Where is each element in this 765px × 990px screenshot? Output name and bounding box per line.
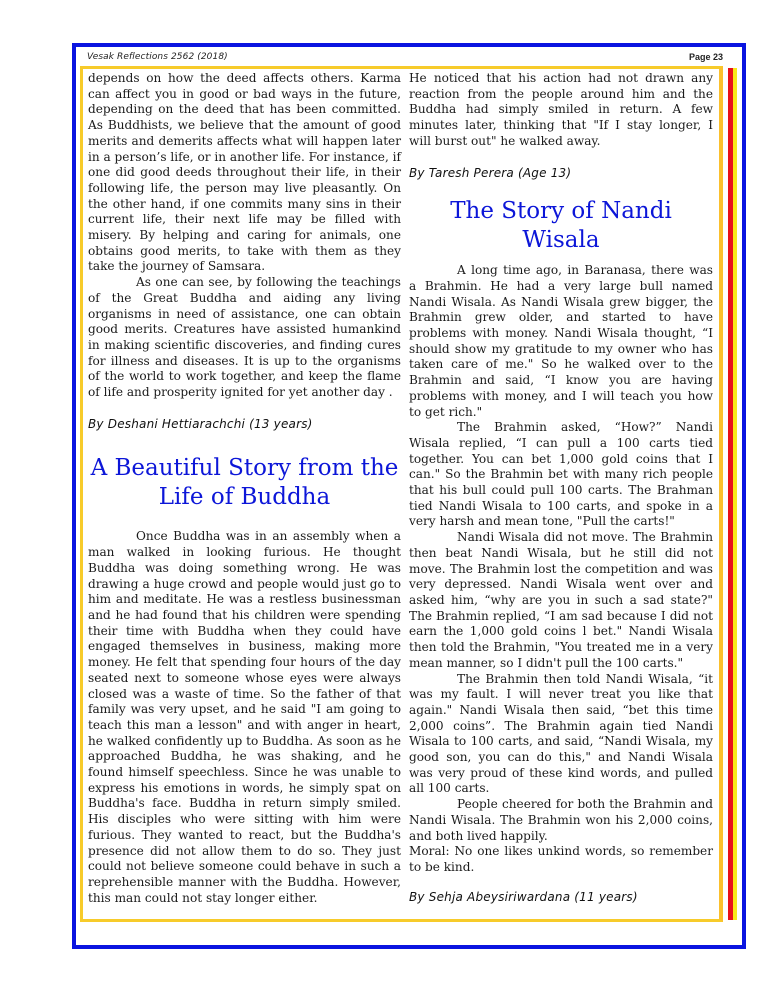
body-paragraph: People cheered for both the Brahmin and Nandi Wisala. The Brahmin won his 2,000 coins, and both lived happily.: [409, 797, 713, 843]
moral-text: Moral: No one likes unkind words, so remember to be kind.: [409, 844, 713, 874]
author-byline: By Deshani Hettiarachchi (13 years): [88, 416, 313, 431]
right-column: [409, 71, 713, 905]
running-header: [87, 51, 723, 65]
publication-title: Vesak Reflections 2562 (2018): [87, 52, 228, 62]
article-title-line-2: Life of Buddha: [158, 484, 331, 511]
decorative-stripe-yellow: [733, 68, 737, 920]
buddha-story-article: [88, 454, 401, 906]
body-paragraph: Once Buddha was in an assembly when a man walked in looking furious. He thought Buddha was doing something wrong. He was drawing a huge crowd and people would just go to him and meditate. He was a restless businessman and he had found that his children were spending their time with Buddha when they could have engaged themselves in business, making more money. He felt that spending four hours of the day seated next to someone whose eyes were always closed was a waste of time. So the father of that family was very upset, and he said "I am going to teach this man a lesson" and with anger in heart, he walked confidently up to Buddha. As soon as he approached Buddha, he was shaking, and he found himself speechless. Since he was unable to express his emotions in words, he simply spat on Buddha's face. Buddha in return simply smiled. His disciples who were sitting with him were furious. They wanted to react, but the Buddha's presence did not allow them to do so. They just could not believe someone could behave in such a reprehensible manner with the Buddha. However, this man could not stay longer either.: [88, 529, 401, 905]
body-paragraph: depends on how the deed affects others. Karma can affect you in good or bad ways in the future, depending on the deed that has been committed. As Buddhists, we believe that the amount of good merits and demerits affects what will happen later in a person’s life, or in another life. For instance, if one did good deeds throughout their life, in their following life, the person may live pleasantly. On the other hand, if one commits many sins in their current life, their next life may be filled with misery. By helping and caring for animals, one obtains good merits, to take with them as they take the journey of Samsara.: [88, 71, 401, 274]
body-paragraph: Nandi Wisala did not move. The Brahmin then beat Nandi Wisala, but he still did not move. The Brahmin lost the competition and was very depressed. Nandi Wisala went over and asked him, “why are you in such a sad state?" The Brahmin replied, “I am sad because I did not earn the 1,000 gold coins l bet." Nandi Wisala then told the Brahmin, "You treated me in a very mean manner, so I didn't pull the 100 carts.": [409, 530, 713, 670]
body-paragraph: He noticed that his action had not drawn any reaction from the people around him and the Buddha had simply smiled in return. A few minutes later, thinking that "If I stay longer, I will burst out" he walked away.: [409, 71, 713, 148]
buddha-story-continued: [409, 71, 713, 181]
body-paragraph: A long time ago, in Baranasa, there was a Brahmin. He had a very large bull named Nandi Wisala. As Nandi Wisala grew bigger, the Brahmin grew older, and started to have problems with money. Nandi Wisala thought, “I should show my gratitude to my owner who has taken care of me." So he walked over to the Brahmin and said, “I know you are having problems with money, and I will teach you how to get rich.": [409, 263, 713, 419]
author-byline: By Sehja Abeysiriwardana (11 years): [409, 889, 638, 904]
article-title-line-1: A Beautiful Story from the: [90, 455, 399, 482]
article-title: [88, 454, 401, 512]
body-paragraph: As one can see, by following the teachings of the Great Buddha and aiding any living organisms in need of assistance, one can obtain good merits. Creatures have assisted humankind in making scientific discoveries, and finding cures for illness and diseases. It is up to the organisms of the world to work together, and keep the flame of life and prosperity ignited for yet another day .: [88, 275, 401, 400]
body-paragraph: The Brahmin asked, “How?” Nandi Wisala replied, “I can pull a 100 carts tied together. You can bet 1,000 gold coins that I can." So the Brahmin bet with many rich people that his bull could pull 100 carts. The Brahman tied Nandi Wisala to 100 carts, and spoke in a very harsh and mean tone, "Pull the carts!": [409, 420, 713, 529]
body-paragraph: The Brahmin then told Nandi Wisala, “it was my fault. I will never treat you like that again." Nandi Wisala then said, “bet this time 2,000 coins”. The Brahmin again tied Nandi Wisala to 100 carts, and said, “Nandi Wisala, my good son, you can do this," and Nandi Wisala was very proud of these kind words, and pulled all 100 carts.: [409, 671, 713, 796]
karma-article-continued: [88, 71, 401, 432]
nandi-wisala-article: [409, 197, 713, 905]
left-column: [88, 71, 401, 906]
page-number: Page 23: [688, 52, 723, 62]
article-title: The Story of Nandi Wisala: [450, 198, 672, 254]
author-byline: By Taresh Perera (Age 13): [409, 165, 572, 180]
content-box: [80, 66, 723, 922]
